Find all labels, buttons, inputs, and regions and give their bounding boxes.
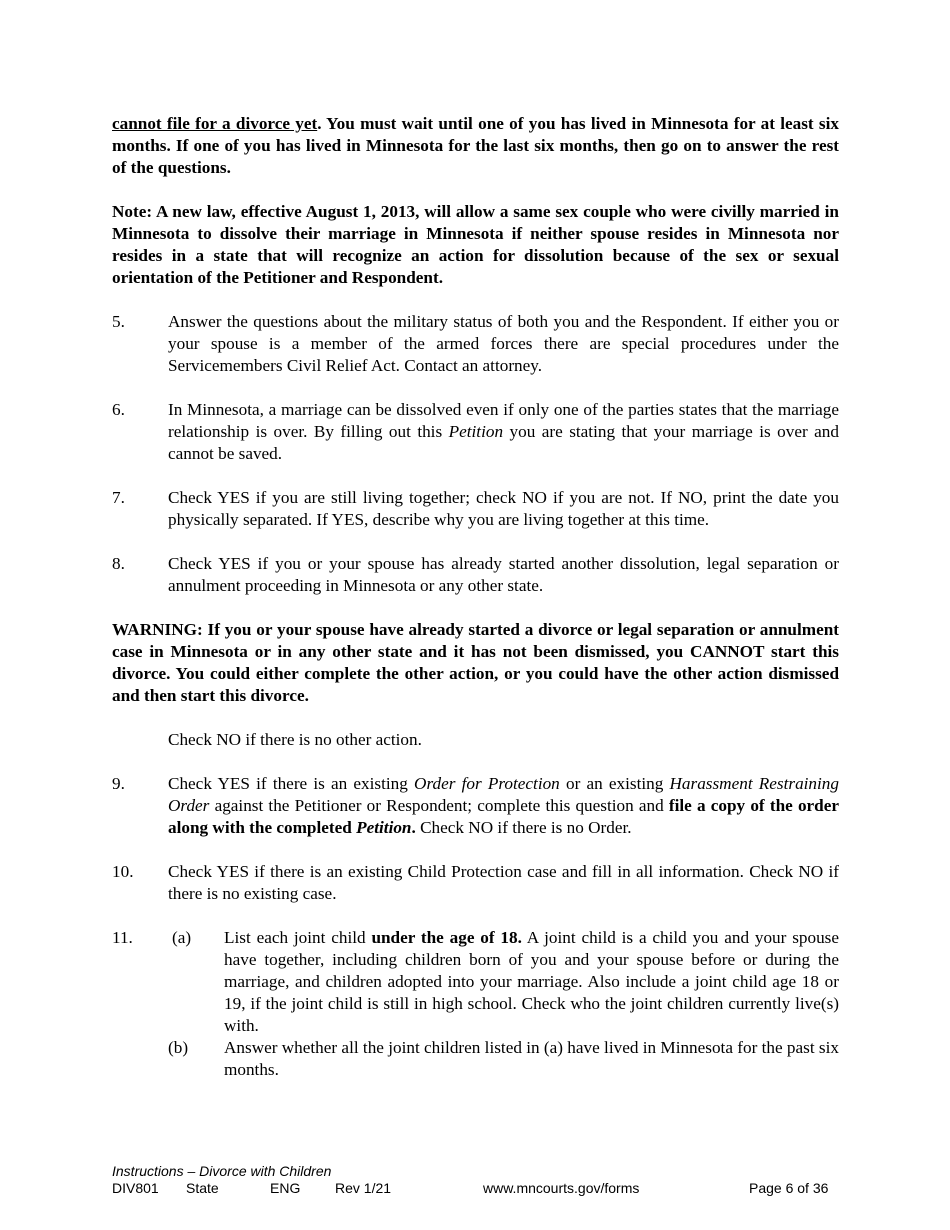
item-text-bold: .: [411, 818, 416, 837]
check-no-note: Check NO if there is no other action.: [168, 730, 422, 749]
item-text-italic: Petition: [448, 422, 504, 441]
note-paragraph: Note: A new law, effective August 1, 2013, will allow a same sex couple who were civilly married in Minnesota to dissolve their marriage in Minnesota if neither spouse resides in Minnesota nor resides in a state that will recognize an action for dissolution because of the sex or sexual orientation of the Petitioner and Respondent.: [112, 202, 839, 287]
page-footer: [112, 1163, 842, 1197]
item-text: Check NO if there is no Order.: [415, 818, 632, 837]
sub-item-label: (b): [168, 1038, 189, 1057]
footer-info-row: [112, 1180, 842, 1197]
footer-jurisdiction: State: [186, 1180, 219, 1196]
item-number: 9.: [112, 774, 125, 793]
sub-item-text: A joint child is a child you and your spouse have together, including children born of you and your spouse before or during the marriage, and children adopted into your marriage. Also include a joint child age 18 or 19, if the joint child is still in high school. Check who the joint children currently live(s) with.: [224, 928, 839, 1035]
footer-page-number: Page 6 of 36: [749, 1180, 829, 1196]
item-number: 6.: [112, 400, 125, 419]
sub-item-text-bold: under the age of 18.: [371, 928, 522, 947]
item-number: 10.: [112, 862, 134, 881]
instruction-item-6: [112, 399, 839, 465]
intro-rest: . You must wait until one of you has lived in Minnesota for at least six months. If one of you has lived in Minnesota for the last six months, then go on to answer the rest of the questions.: [112, 114, 839, 177]
footer-revision: Rev 1/21: [335, 1180, 392, 1196]
instruction-item-7: [112, 487, 839, 531]
item-text-italic: Harassment Restraining Order: [168, 774, 839, 815]
footer-title: Instructions – Divorce with Children: [112, 1163, 332, 1179]
item-number: 8.: [112, 554, 125, 573]
intro-underlined: cannot file for a divorce yet: [112, 114, 318, 133]
item-text: Check YES if you are still living together; check NO if you are not. If NO, print the date you physically separated. If YES, describe why you are living together at this time.: [168, 488, 839, 529]
instruction-item-11: [112, 927, 839, 1081]
intro-paragraph: [112, 113, 839, 179]
item-text-bold: file a copy of the order along with the completed: [168, 796, 839, 837]
footer-form-code: DIV801: [112, 1180, 159, 1196]
instruction-item-5: [112, 311, 839, 377]
sub-item-a: [112, 927, 839, 1037]
item-text: you are stating that your marriage is over and cannot be saved.: [168, 422, 839, 463]
instruction-item-10: [112, 861, 839, 905]
item-text: or an existing: [559, 774, 670, 793]
sub-item-b: [112, 1037, 839, 1081]
footer-language: ENG: [270, 1180, 301, 1196]
footer-url: www.mncourts.gov/forms: [483, 1180, 640, 1196]
item-number: 7.: [112, 488, 125, 507]
item-text: In Minnesota, a marriage can be dissolved even if only one of the parties states that the marriage relationship is over. By filling out this: [168, 400, 839, 441]
item-text-bold-italic: Petition: [356, 818, 412, 837]
item-text: against the Petitioner or Respondent; complete this question and: [209, 796, 669, 815]
instruction-item-9: [112, 773, 839, 839]
warning-paragraph: WARNING: If you or your spouse have already started a divorce or legal separation or annulment case in Minnesota or in any other state and it has not been dismissed, you CANNOT start this divorce. You could either complete the other action, or you could have the other action dismissed and then start this divorce.: [112, 620, 839, 705]
item-text: Check YES if there is an existing: [168, 774, 415, 793]
item-text: Check YES if there is an existing Child Protection case and fill in all information. Check NO if there is no existing case.: [168, 862, 839, 903]
item-number: 11.: [112, 928, 133, 947]
item-text: Check YES if you or your spouse has already started another dissolution, legal separation or annulment proceeding in Minnesota or any other state.: [168, 554, 839, 595]
instruction-item-8: [112, 553, 839, 597]
sub-item-label: (a): [172, 928, 192, 947]
document-body: [112, 113, 839, 1103]
sub-item-text: List each joint child: [224, 928, 372, 947]
item-text-italic: Order for Protection: [414, 774, 560, 793]
sub-item-text: Answer whether all the joint children listed in (a) have lived in Minnesota for the past six months.: [224, 1038, 839, 1079]
item-number: 5.: [112, 312, 125, 331]
item-text: Answer the questions about the military status of both you and the Respondent. If either you or your spouse is a member of the armed forces there are special procedures under the Servicemembers Civil Relief Act. Contact an attorney.: [168, 312, 839, 375]
